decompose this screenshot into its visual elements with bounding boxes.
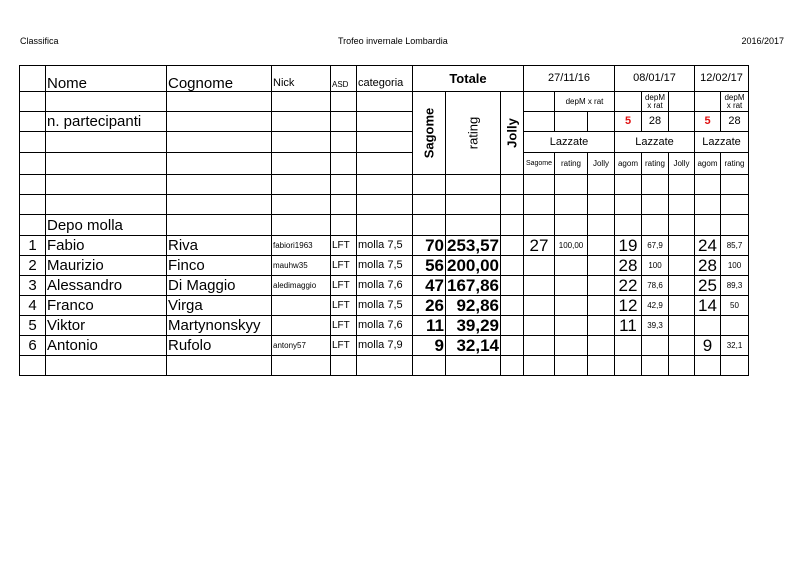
- event1-rating-cell: [555, 316, 588, 336]
- event3-sagome-cell: 25: [695, 276, 721, 296]
- col-nick: Nick: [272, 66, 331, 92]
- event2-sagome-cell: 19: [615, 236, 642, 256]
- venue-1: Lazzate: [524, 132, 615, 153]
- depm-label-1: depM x rat: [555, 92, 615, 112]
- col-jolly: Jolly: [501, 92, 524, 175]
- event1-rating-cell: [555, 256, 588, 276]
- event1-rating-cell: [555, 276, 588, 296]
- event2-rating-cell: 100: [642, 256, 669, 276]
- event3-rating-cell: 85,7: [721, 236, 749, 256]
- nome-cell: Alessandro: [46, 276, 167, 296]
- venue-3: Lazzate: [695, 132, 749, 153]
- sub-rating-3: rating: [721, 153, 749, 175]
- rating-total-cell: 167,86: [447, 276, 499, 295]
- date-1: 27/11/16: [524, 66, 615, 92]
- categoria-cell: molla 7,6: [357, 316, 413, 336]
- partecipanti-label: n. partecipanti: [46, 112, 167, 132]
- event1-sagome-cell: [524, 296, 555, 316]
- event2-rating-cell: [642, 336, 669, 356]
- event3-rating-cell: 89,3: [721, 276, 749, 296]
- event3-rating-cell: 100: [721, 256, 749, 276]
- nome-cell: Viktor: [46, 316, 167, 336]
- event1-sagome-cell: 27: [524, 236, 555, 256]
- partecipanti-val-2: 28: [642, 112, 669, 132]
- jolly-total-cell: [501, 256, 524, 276]
- event2-rating-cell: 42,9: [642, 296, 669, 316]
- event2-sagome-cell: 28: [615, 256, 642, 276]
- venue-2: Lazzate: [615, 132, 695, 153]
- date-2: 08/01/17: [615, 66, 695, 92]
- partecipanti-red-2: 5: [615, 112, 642, 132]
- event2-sagome-cell: 22: [615, 276, 642, 296]
- asd-cell: LFT: [331, 296, 357, 316]
- categoria-cell: molla 7,5: [357, 296, 413, 316]
- nick-cell: [272, 296, 331, 316]
- table-row: [20, 316, 749, 336]
- event1-sagome-cell: [524, 316, 555, 336]
- sub-agom-3: agom: [695, 153, 721, 175]
- tournament-name: Trofeo invernale Lombardia: [338, 36, 448, 46]
- col-totale: Totale: [413, 66, 524, 92]
- rating-total-cell: 253,57: [447, 236, 499, 255]
- event3-sagome-cell: 14: [695, 296, 721, 316]
- asd-cell: LFT: [331, 316, 357, 336]
- col-asd: ASD: [331, 66, 357, 92]
- event1-rating-cell: [555, 296, 588, 316]
- rating-total-cell: 32,14: [446, 336, 501, 356]
- event2-jolly-cell: [669, 316, 695, 336]
- event2-jolly-cell: [669, 296, 695, 316]
- event1-jolly-cell: [588, 236, 615, 256]
- position-cell: 6: [20, 336, 46, 356]
- section-title: Depo molla: [46, 215, 167, 236]
- sub-rating-2: rating: [642, 153, 669, 175]
- standings-table: [19, 65, 749, 376]
- nome-cell: Maurizio: [46, 256, 167, 276]
- categoria-cell: molla 7,9: [357, 336, 413, 356]
- table-row: [20, 256, 749, 276]
- asd-cell: LFT: [331, 256, 357, 276]
- position-cell: 1: [20, 236, 46, 256]
- cognome-cell: Finco: [167, 256, 272, 276]
- partecipanti-red-3: 5: [695, 112, 721, 132]
- rating-total-cell: 200,00: [447, 256, 499, 275]
- position-cell: 5: [20, 316, 46, 336]
- col-cognome: Cognome: [167, 66, 272, 92]
- event1-rating-cell: [555, 336, 588, 356]
- jolly-total-cell: [501, 316, 524, 336]
- depm-label-3: depM x rat: [721, 92, 749, 112]
- partecipanti-val-3: 28: [721, 112, 749, 132]
- table-row: [20, 296, 749, 316]
- table-row: [20, 236, 749, 256]
- categoria-cell: molla 7,5: [357, 236, 413, 256]
- categoria-cell: molla 7,5: [357, 256, 413, 276]
- pos-header-cell: [20, 66, 46, 92]
- nick-cell: mauhw35: [272, 256, 331, 276]
- event2-sagome-cell: 11: [615, 316, 642, 336]
- event3-rating-cell: 50: [721, 296, 749, 316]
- event1-jolly-cell: [588, 336, 615, 356]
- date-3: 12/02/17: [695, 66, 749, 92]
- asd-cell: LFT: [331, 236, 357, 256]
- nome-cell: Fabio: [46, 236, 167, 256]
- jolly-total-cell: [501, 336, 524, 356]
- event1-jolly-cell: [588, 256, 615, 276]
- sagome-total-cell: 47: [413, 276, 446, 296]
- sagome-total-cell: 9: [413, 336, 446, 356]
- report-title: Classifica: [20, 36, 59, 46]
- nick-cell: [272, 316, 331, 336]
- event2-jolly-cell: [669, 256, 695, 276]
- event1-jolly-cell: [588, 316, 615, 336]
- nome-cell: Franco: [46, 296, 167, 316]
- sagome-total-cell: 11: [413, 316, 446, 336]
- table-row: [20, 336, 749, 356]
- table-row: [20, 276, 749, 296]
- sub-jolly-2: Jolly: [669, 153, 695, 175]
- event2-jolly-cell: [669, 336, 695, 356]
- sub-agom-2: agom: [615, 153, 642, 175]
- season-label: 2016/2017: [741, 36, 784, 46]
- event2-sagome-cell: [615, 336, 642, 356]
- sagome-total-cell: 26: [413, 296, 446, 316]
- event1-sagome-cell: [524, 276, 555, 296]
- event1-sagome-cell: [524, 256, 555, 276]
- cognome-cell: Rufolo: [167, 336, 272, 356]
- nick-cell: antony57: [272, 336, 331, 356]
- event1-jolly-cell: [588, 296, 615, 316]
- asd-cell: LFT: [331, 276, 357, 296]
- event3-rating-cell: [721, 316, 749, 336]
- event1-jolly-cell: [588, 276, 615, 296]
- event3-rating-cell: 32,1: [721, 336, 749, 356]
- event2-jolly-cell: [669, 276, 695, 296]
- event3-sagome-cell: [695, 316, 721, 336]
- sub-jolly-1: Jolly: [588, 153, 615, 175]
- header-row: [20, 66, 749, 92]
- jolly-total-cell: [501, 296, 524, 316]
- event3-sagome-cell: 9: [695, 336, 721, 356]
- col-categoria: categoria: [357, 66, 413, 92]
- sagome-total-cell: 70: [413, 236, 446, 256]
- cognome-cell: Virga: [167, 296, 272, 316]
- rating-total-cell: 39,29: [446, 316, 501, 336]
- position-cell: 4: [20, 296, 46, 316]
- event2-rating-cell: 39,3: [642, 316, 669, 336]
- col-rating: rating: [446, 92, 501, 175]
- event2-sagome-cell: 12: [615, 296, 642, 316]
- categoria-cell: molla 7,6: [357, 276, 413, 296]
- event3-sagome-cell: 24: [695, 236, 721, 256]
- position-cell: 3: [20, 276, 46, 296]
- cognome-cell: Di Maggio: [167, 276, 272, 296]
- depm-label-2: depM x rat: [642, 92, 669, 112]
- position-cell: 2: [20, 256, 46, 276]
- cognome-cell: Martynonskyy: [167, 316, 272, 336]
- nome-cell: Antonio: [46, 336, 167, 356]
- event3-sagome-cell: 28: [695, 256, 721, 276]
- rating-total-cell: 92,86: [446, 296, 501, 316]
- sub-sagome-1: Sagome: [524, 153, 555, 175]
- event2-jolly-cell: [669, 236, 695, 256]
- col-sagome: Sagome: [413, 92, 446, 175]
- nick-cell: aledimaggio: [272, 276, 331, 296]
- sub-rating-1: rating: [555, 153, 588, 175]
- sagome-total-cell: 56: [413, 256, 446, 276]
- event1-sagome-cell: [524, 336, 555, 356]
- event2-rating-cell: 78,6: [642, 276, 669, 296]
- event2-rating-cell: 67,9: [642, 236, 669, 256]
- jolly-total-cell: [501, 276, 524, 296]
- jolly-total-cell: [501, 236, 524, 256]
- asd-cell: LFT: [331, 336, 357, 356]
- nick-cell: fabiori1963: [272, 236, 331, 256]
- event1-rating-cell: 100,00: [555, 236, 588, 256]
- cognome-cell: Riva: [167, 236, 272, 256]
- col-nome: Nome: [46, 66, 167, 92]
